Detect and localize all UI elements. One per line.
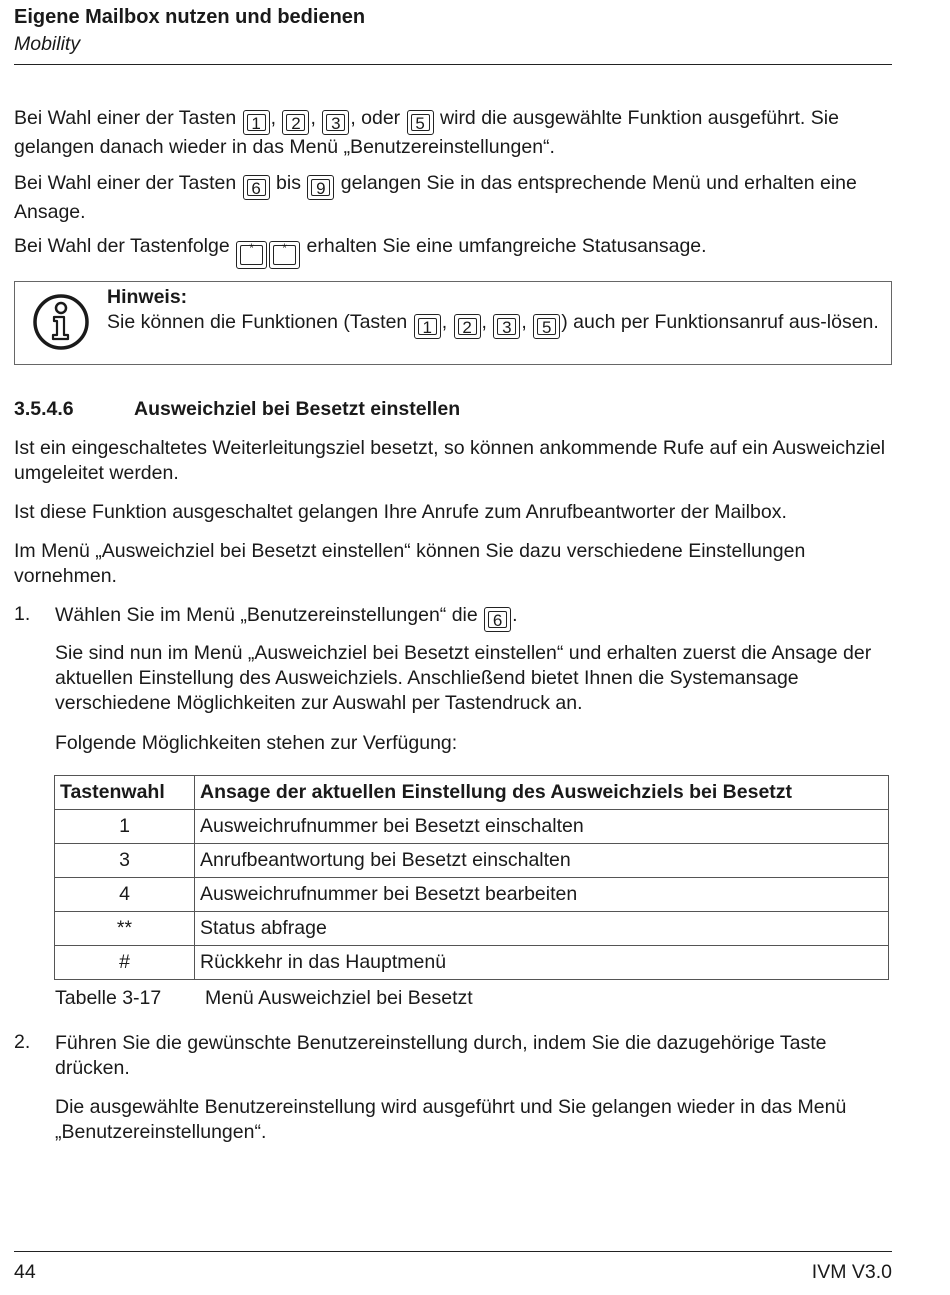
table-row bbox=[55, 946, 889, 980]
description-cell: Ausweichrufnummer bei Besetzt bearbeiten bbox=[195, 878, 889, 912]
key-cell: 4 bbox=[55, 878, 195, 912]
paragraph-intro: Ist ein eingeschaltetes Weiterleitungsziel besetzt, so können ankommende Rufe auf ein Ausweichziel umgeleitet werden. bbox=[14, 437, 886, 484]
key-star-icon: * bbox=[236, 241, 267, 269]
key-6-icon: 6 bbox=[484, 607, 511, 632]
step-2-detail: Die ausgewählte Benutzereinstellung wird ausgeführt und Sie gelangen wieder in das Menü „Benutzereinstellungen“. bbox=[55, 1096, 847, 1143]
key-6-icon: 6 bbox=[243, 175, 270, 200]
key-5-icon: 5 bbox=[407, 110, 434, 135]
text: Bei Wahl einer der Tasten bbox=[14, 107, 242, 129]
section-number: 3.5.4.6 bbox=[14, 398, 74, 420]
table-caption-number: Tabelle 3-17 bbox=[55, 987, 162, 1009]
text: . bbox=[512, 604, 518, 626]
key-2-icon: 2 bbox=[454, 314, 481, 339]
key-cell: 1 bbox=[55, 810, 195, 844]
text: Sie können die Funktionen (Tasten bbox=[107, 311, 413, 333]
step-1-text bbox=[55, 603, 895, 632]
table-row bbox=[55, 810, 889, 844]
paragraph-function-off: Ist diese Funktion ausgeschaltet gelangen Ihre Anrufe zum Anrufbeantworter der Mailbox. bbox=[14, 501, 787, 523]
text: , bbox=[441, 311, 453, 333]
table-row bbox=[55, 912, 889, 946]
step-1-detail: Sie sind nun im Menü „Ausweichziel bei Besetzt einstellen“ und erhalten zuerst die Ansage der aktuellen Einstellung des Ausweichziels. Anschließend bietet Ihnen die Systemansage verschiedene Möglichkeiten zur Auswahl per Tastendruck an. bbox=[55, 642, 872, 714]
step-1-intro: Folgende Möglichkeiten stehen zur Verfügung: bbox=[55, 732, 458, 754]
key-5-icon: 5 bbox=[533, 314, 560, 339]
key-3-icon: 3 bbox=[322, 110, 349, 135]
options-table bbox=[54, 775, 889, 980]
table-row bbox=[55, 878, 889, 912]
text: Wählen Sie im Menü „Benutzereinstellungen“ die bbox=[55, 604, 484, 626]
text: , bbox=[310, 107, 322, 129]
key-cell: ** bbox=[55, 912, 195, 946]
header-rule bbox=[14, 64, 892, 65]
page-number: 44 bbox=[14, 1261, 36, 1283]
key-1-icon: 1 bbox=[243, 110, 270, 135]
text: , bbox=[521, 311, 533, 333]
section-title: Ausweichziel bei Besetzt einstellen bbox=[134, 398, 461, 420]
step-number: 1. bbox=[14, 603, 31, 625]
info-hint-icon bbox=[32, 293, 90, 351]
product-version: IVM V3.0 bbox=[811, 1261, 892, 1283]
key-2-icon: 2 bbox=[282, 110, 309, 135]
paragraph-keys-1-5 bbox=[14, 106, 894, 160]
description-cell: Anrufbeantwortung bei Besetzt einschalten bbox=[195, 844, 889, 878]
note-heading: Hinweis: bbox=[107, 286, 188, 308]
text: wird die ausgewählte Funktion ausgeführt. Sie gelangen danach wieder in das Menü „Benutzereinstellungen“. bbox=[14, 107, 839, 158]
key-9-icon: 9 bbox=[307, 175, 334, 200]
step-number: 2. bbox=[14, 1031, 31, 1053]
table-row bbox=[55, 844, 889, 878]
key-cell: 3 bbox=[55, 844, 195, 878]
description-cell: Ausweichrufnummer bei Besetzt einschalten bbox=[195, 810, 889, 844]
note-text bbox=[107, 310, 887, 339]
column-header: Ansage der aktuellen Einstellung des Ausweichziels bei Besetzt bbox=[195, 776, 889, 810]
key-star-icon: * bbox=[269, 241, 300, 269]
text: erhalten Sie eine umfangreiche Statusansage. bbox=[301, 235, 707, 257]
key-3-icon: 3 bbox=[493, 314, 520, 339]
header-subtitle: Mobility bbox=[14, 33, 81, 55]
description-cell: Rückkehr in das Hauptmenü bbox=[195, 946, 889, 980]
paragraph-menu: Im Menü „Ausweichziel bei Besetzt einstellen“ können Sie dazu verschiedene Einstellungen vornehmen. bbox=[14, 540, 806, 587]
table-caption-text: Menü Ausweichziel bei Besetzt bbox=[205, 987, 473, 1009]
text: bis bbox=[270, 172, 307, 194]
text: Bei Wahl der Tastenfolge bbox=[14, 235, 236, 257]
header-title: Eigene Mailbox nutzen und bedienen bbox=[14, 6, 366, 28]
text: , oder bbox=[350, 107, 406, 129]
paragraph-keys-6-9 bbox=[14, 171, 894, 225]
paragraph-key-sequence bbox=[14, 234, 894, 269]
key-cell: # bbox=[55, 946, 195, 980]
step-2-text: Führen Sie die gewünschte Benutzereinstellung durch, indem Sie die dazugehörige Taste drücken. bbox=[55, 1032, 827, 1079]
column-header: Tastenwahl bbox=[55, 776, 195, 810]
text: , bbox=[481, 311, 493, 333]
key-1-icon: 1 bbox=[414, 314, 441, 339]
footer-rule bbox=[14, 1251, 892, 1252]
description-cell: Status abfrage bbox=[195, 912, 889, 946]
text: , bbox=[270, 107, 282, 129]
text: ) auch per Funktionsanruf aus-lösen. bbox=[561, 311, 879, 333]
table-header-row bbox=[55, 776, 889, 810]
text: gelangen Sie in das entsprechende Menü und erhalten eine Ansage. bbox=[14, 172, 857, 223]
text: Bei Wahl einer der Tasten bbox=[14, 172, 242, 194]
